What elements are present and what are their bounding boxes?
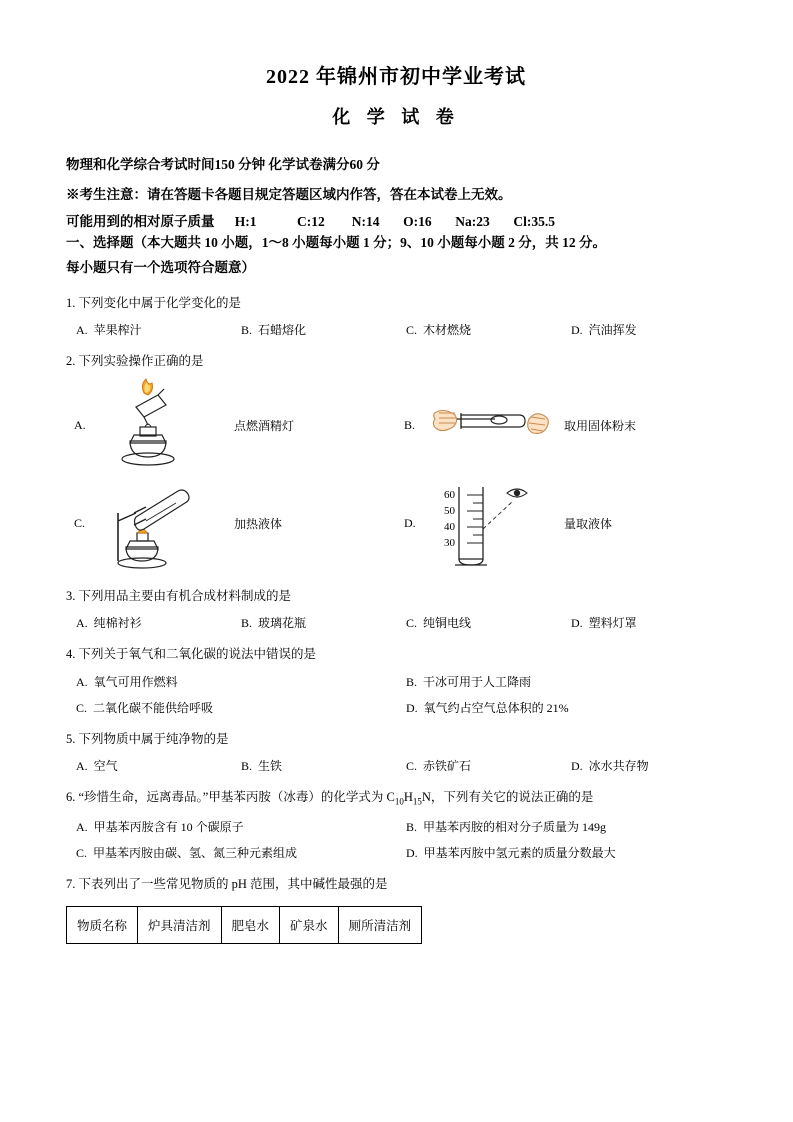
option-c[interactable] (396, 321, 561, 338)
question-4-number: 4. (66, 647, 76, 662)
question-6-stem-pre: “珍惜生命，远离毒品。”甲基苯丙胺（冰毒）的化学式为 C (78, 790, 395, 805)
option-a-label: A. (76, 820, 88, 835)
question-4-stem: 下列关于氧气和二氧化碳的说法中错误的是 (78, 647, 317, 662)
option-c-text: 木材燃烧 (423, 323, 472, 338)
option-d[interactable] (396, 699, 726, 716)
figure-option-d[interactable] (396, 473, 726, 573)
figure-row-1 (66, 377, 726, 473)
option-c-label: C. (76, 846, 88, 861)
option-a[interactable] (66, 321, 231, 338)
option-d-text: 塑料灯罩 (588, 616, 637, 631)
option-d-text: 冰水共存物 (588, 759, 649, 774)
option-a[interactable] (66, 757, 231, 774)
figure-d-label: D. (404, 515, 416, 530)
option-c[interactable] (66, 699, 396, 716)
atomic-mass-values: H:1 C:12 N:14 O:16 Na:23 Cl:35.5 (234, 214, 555, 230)
option-b-label: B. (406, 820, 418, 835)
figure-b-caption: 取用固体粉末 (564, 418, 637, 433)
option-b-text: 生铁 (258, 759, 283, 774)
option-c-label: C. (406, 323, 418, 338)
option-c[interactable] (396, 614, 561, 631)
svg-text:60: 60 (444, 489, 455, 502)
option-b-text: 干冰可用于人工降雨 (423, 675, 532, 690)
option-a-label: A. (76, 323, 88, 338)
question-7 (66, 874, 726, 894)
option-d[interactable] (561, 757, 726, 774)
figure-a-caption: 点燃酒精灯 (234, 418, 295, 433)
table-row-header: 物质名称 (67, 907, 138, 944)
option-a-text: 苹果榨汁 (93, 323, 142, 338)
question-1-options (66, 321, 726, 338)
table-cell-1: 炉具清洁剂 (138, 907, 222, 944)
option-b[interactable] (231, 614, 396, 631)
solid-powder-spoon-icon (420, 389, 560, 461)
option-b-text: 石蜡熔化 (258, 323, 307, 338)
question-6-number: 6. (66, 790, 76, 805)
option-b-label: B. (241, 323, 253, 338)
heating-liquid-test-tube-icon (90, 473, 230, 573)
page-content (66, 60, 726, 944)
option-d-label: D. (406, 846, 418, 861)
question-2-number: 2. (66, 354, 76, 369)
table-cell-3: 矿泉水 (280, 907, 339, 944)
option-c-text: 纯铜电线 (423, 616, 472, 631)
option-c-label: C. (406, 616, 418, 631)
option-d-text: 汽油挥发 (588, 323, 637, 338)
figure-option-a[interactable] (66, 377, 396, 473)
question-1-stem: 下列变化中属于化学变化的是 (78, 296, 242, 311)
table-row (67, 907, 422, 944)
question-6-options-row2 (66, 844, 726, 861)
exam-time-line: 物理和化学综合考试时间150 分钟 化学试卷满分60 分 (66, 157, 380, 172)
option-b-label: B. (241, 616, 253, 631)
option-d[interactable] (396, 844, 726, 861)
question-6-mid1: H (403, 790, 413, 805)
question-5 (66, 729, 726, 749)
figure-row-2 (66, 473, 726, 573)
option-d-text: 甲基苯丙胺中氢元素的质量分数最大 (423, 846, 616, 861)
option-a-label: A. (76, 759, 88, 774)
option-b[interactable] (396, 673, 726, 690)
question-4-options-row2 (66, 699, 726, 716)
question-6 (66, 787, 726, 809)
option-c-text: 二氧化碳不能供给呼吸 (93, 701, 214, 716)
option-a[interactable] (66, 614, 231, 631)
question-4-options-row1 (66, 673, 726, 690)
question-2-figures (66, 377, 726, 573)
alcohol-lamp-lighting-icon (90, 377, 230, 473)
option-a-text: 甲基苯丙胺含有 10 个碳原子 (93, 820, 244, 835)
option-b-label: B. (241, 759, 253, 774)
page-subtitle: 化 学 试 卷 (332, 107, 460, 127)
question-5-number: 5. (66, 732, 76, 747)
option-d-label: D. (571, 323, 583, 338)
question-3-stem: 下列用品主要由有机合成材料制成的是 (78, 589, 292, 604)
question-6-options-row1 (66, 818, 726, 835)
option-c-label: C. (406, 759, 418, 774)
question-5-stem: 下列物质中属于纯净物的是 (78, 732, 229, 747)
option-a[interactable] (66, 818, 396, 835)
atomic-mass-line (66, 210, 726, 230)
ph-table (66, 906, 422, 944)
question-3 (66, 586, 726, 606)
figure-b-label: B. (404, 417, 416, 432)
section-heading-line1: 一、选择题（本大题共 10 小题，1～8 小题每小题 1 分；9、10 小题每小题 2 分，共 12 分。 (66, 235, 606, 251)
question-7-number: 7. (66, 877, 76, 892)
option-d-label: D. (406, 701, 418, 716)
svg-text:30: 30 (444, 537, 455, 550)
option-b[interactable] (231, 757, 396, 774)
figure-d-caption: 量取液体 (564, 516, 613, 531)
figure-option-c[interactable] (66, 473, 396, 573)
question-5-options (66, 757, 726, 774)
option-d[interactable] (561, 614, 726, 631)
option-d-text: 氧气约占空气总体积的 21% (423, 701, 569, 716)
option-b[interactable] (231, 321, 396, 338)
option-c[interactable] (66, 844, 396, 861)
figure-option-b[interactable] (396, 389, 726, 461)
section-heading-line2: 每小题只有一个选项符合题意） (66, 260, 255, 276)
measuring-cylinder-eye-icon (420, 473, 560, 573)
option-a[interactable] (66, 673, 396, 690)
option-b-label: B. (406, 675, 418, 690)
question-7-stem: 下表列出了一些常见物质的 pH 范围，其中碱性最强的是 (78, 877, 388, 892)
option-a-text: 纯棉衬衫 (93, 616, 142, 631)
option-d-label: D. (571, 616, 583, 631)
figure-a-label: A. (74, 417, 86, 432)
question-3-options (66, 614, 726, 631)
option-c-text: 甲基苯丙胺由碳、氢、氮三种元素组成 (93, 846, 298, 861)
candidate-notice: ※考生注意：请在答题卡各题目规定答题区域内作答，答在本试卷上无效。 (66, 186, 512, 202)
atomic-mass-label: 可能用到的相对原子质量 (66, 214, 215, 230)
option-a-label: A. (76, 675, 88, 690)
figure-c-label: C. (74, 515, 86, 530)
table-cell-2: 肥皂水 (221, 907, 280, 944)
question-6-sub1: 10 (394, 796, 404, 807)
question-6-sub2: 15 (412, 796, 422, 807)
question-2 (66, 351, 726, 371)
figure-c-caption: 加热液体 (234, 516, 283, 531)
option-c[interactable] (396, 757, 561, 774)
option-a-text: 氧气可用作燃料 (93, 675, 178, 690)
question-3-number: 3. (66, 589, 76, 604)
question-4 (66, 644, 726, 664)
svg-text:40: 40 (444, 521, 455, 534)
svg-text:50: 50 (444, 505, 455, 518)
option-a-text: 空气 (93, 759, 118, 774)
question-1 (66, 293, 726, 313)
table-cell-4: 厕所清洁剂 (338, 907, 422, 944)
option-c-text: 赤铁矿石 (423, 759, 472, 774)
option-d[interactable] (561, 321, 726, 338)
question-1-number: 1. (66, 296, 76, 311)
question-6-stem-post: N，下列有关它的说法正确的是 (421, 790, 594, 805)
page-title: 2022 年锦州市初中学业考试 (266, 66, 526, 88)
option-b-text: 甲基苯丙胺的相对分子质量为 149g (423, 820, 607, 835)
option-a-label: A. (76, 616, 88, 631)
option-d-label: D. (571, 759, 583, 774)
option-b-text: 玻璃花瓶 (258, 616, 307, 631)
option-b[interactable] (396, 818, 726, 835)
option-c-label: C. (76, 701, 88, 716)
question-2-stem: 下列实验操作正确的是 (78, 354, 204, 369)
